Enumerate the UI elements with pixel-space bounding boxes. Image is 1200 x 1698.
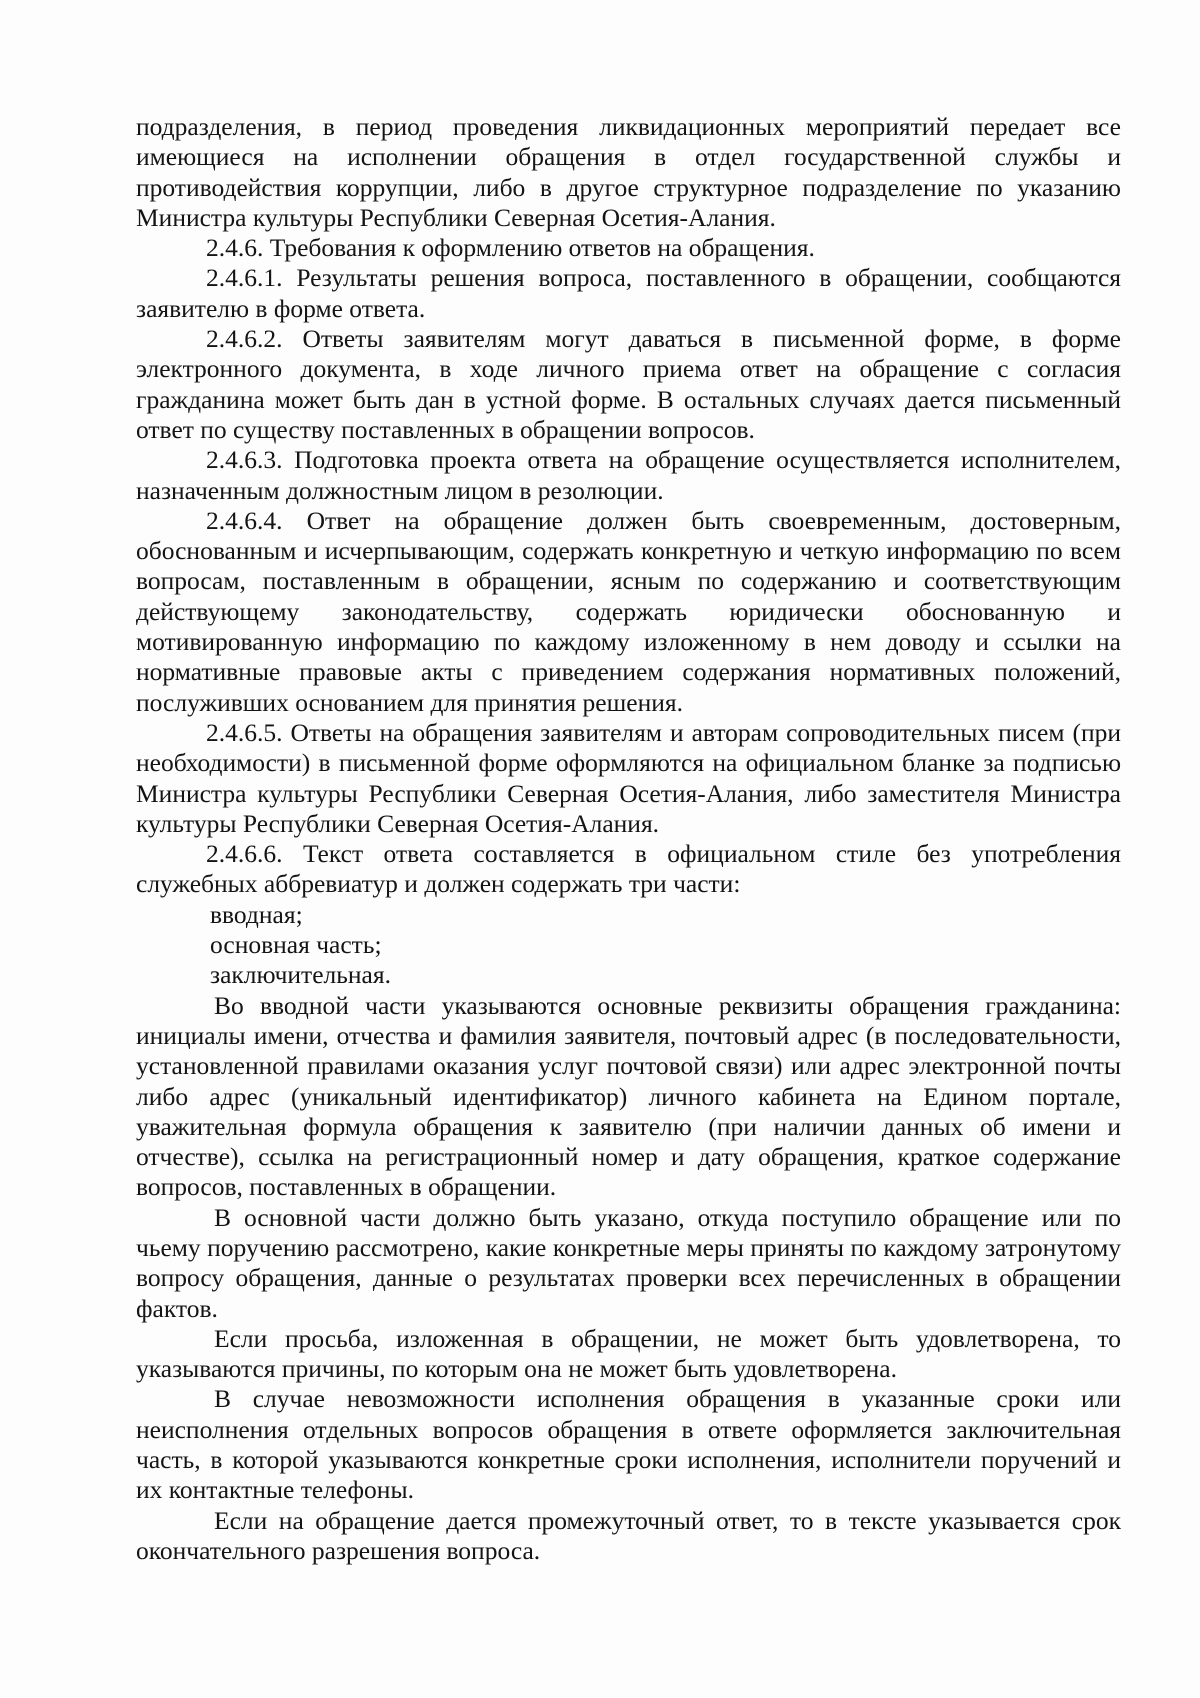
document-body [136,112,1121,1566]
list-item: основная часть; [210,930,382,960]
paragraph-introductory-part: Во вводной части указываются основные реквизиты обращения гражданина: инициалы имени, отчества и фамилия заявителя, почтовый адрес (в последовательности, установленной правилами оказания услуг почтовой связи) или адрес электронной почты либо адрес (уникальный идентификатор) личного кабинета на Едином портале, уважительная формула обращения к заявителю (при наличии данных об имени и отчестве), ссылка на регистрационный номер и дату обращения, краткое содержание вопросов, поставленных в обращении. [136,990,1121,1202]
paragraph-final-part: В случае невозможности исполнения обращения в указанные сроки или неисполнения отдельных вопросов обращения в ответе оформляется заключительная часть, в которой указываются конкретные сроки исполнения, исполнители поручений и их контактные телефоны. [136,1384,1121,1505]
paragraph-2-4-6-5: 2.4.6.5. Ответы на обращения заявителям и авторам сопроводительных писем (при необходимости) в письменной форме оформляются на официальном бланке за подписью Министра культуры Республики Северная Осетия-Алания, либо заместителя Министра культуры Республики Северная Осетия-Алания. [136,717,1121,838]
paragraph-2-4-6-6: 2.4.6.6. Текст ответа составляется в официальном стиле без употребления служебных аббревиатур и должен содержать три части: [136,839,1121,899]
paragraph-2-4-6: 2.4.6. Требования к оформлению ответов на обращения. [206,233,815,263]
paragraph-2-4-6-1: 2.4.6.1. Результаты решения вопроса, поставленного в обращении, сообщаются заявителю в форме ответа. [136,263,1121,323]
paragraph-2-4-6-4: 2.4.6.4. Ответ на обращение должен быть своевременным, достоверным, обоснованным и исчерпывающим, содержать конкретную и четкую информацию по всем вопросам, поставленным в обращении, ясным по содержанию и соответствующим действующему законодательству, содержать юридически обоснованную и мотивированную информацию по каждому изложенному в нем доводу и ссылки на нормативные правовые акты с приведением содержания нормативных положений, послуживших основанием для принятия решения. [136,505,1121,717]
list-item: заключительная. [210,960,391,990]
paragraph-request-denied: Если просьба, изложенная в обращении, не может быть удовлетворена, то указываются причины, по которым она не может быть удовлетворена. [136,1323,1121,1384]
list-item: вводная; [210,899,303,929]
paragraph-main-part: В основной части должно быть указано, откуда поступило обращение или по чьему поручению рассмотрено, какие конкретные меры приняты по каждому затронутому вопросу обращения, данные о результатах проверки всех перечисленных в обращении фактов. [136,1202,1121,1323]
paragraph-continuation: подразделения, в период проведения ликвидационных мероприятий передает все имеющиеся на исполнении обращения в отдел государственной службы и противодействия коррупции, либо в другое структурное подразделение по указанию Министра культуры Республики Северная Осетия-Алания. [136,112,1121,232]
paragraph-interim-answer: Если на обращение дается промежуточный ответ, то в тексте указывается срок окончательного разрешения вопроса. [136,1505,1121,1565]
paragraph-2-4-6-2: 2.4.6.2. Ответы заявителям могут даваться в письменной форме, в форме электронного документа, в ходе личного приема ответ на обращение с согласия гражданина может быть дан в устной форме. В остальных случаях дается письменный ответ по существу поставленных в обращении вопросов. [136,324,1121,444]
paragraph-2-4-6-3: 2.4.6.3. Подготовка проекта ответа на обращение осуществляется исполнителем, назначенным должностным лицом в резолюции. [136,445,1121,505]
